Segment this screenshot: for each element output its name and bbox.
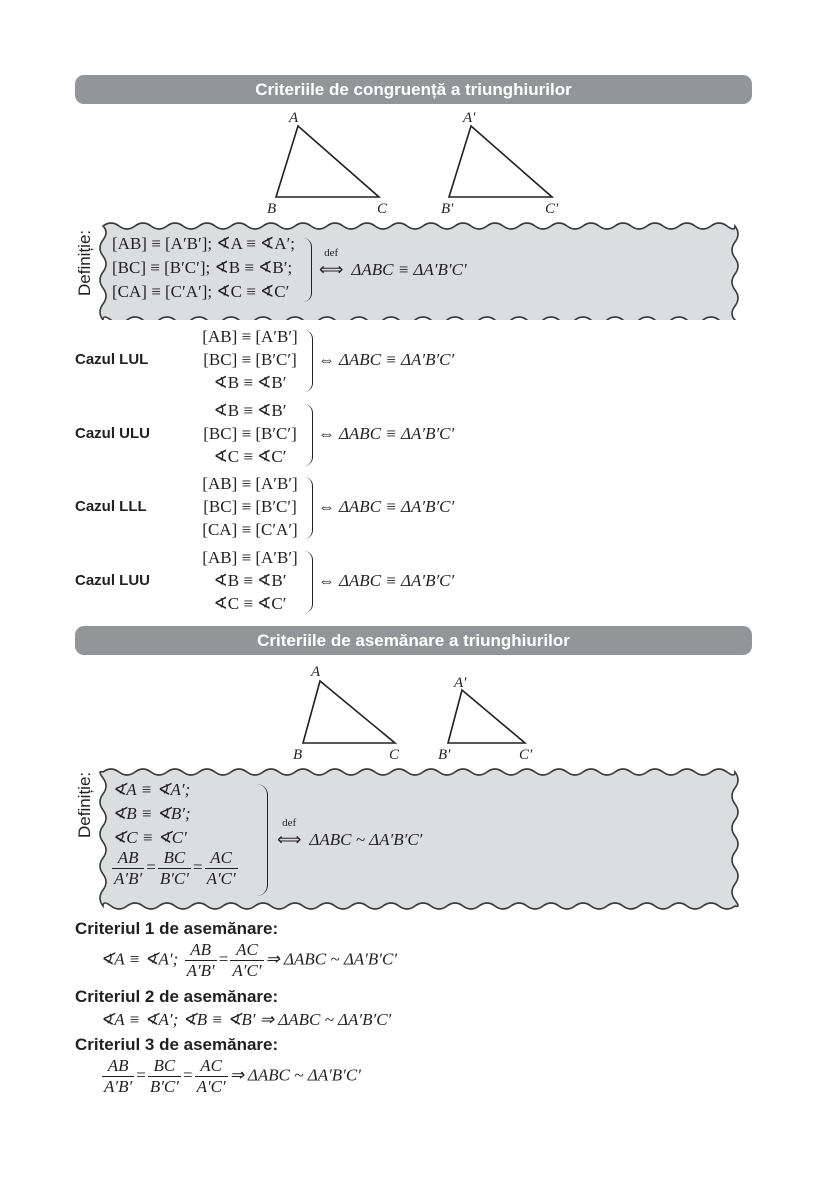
case-line: ∢C ≡ ∢C′ bbox=[213, 447, 287, 466]
criterion-3-formula: $\frac{AB}{A'B'}$ = $\frac{BC}{B'C'}$ = $\frac{AC}{A'C'}$ ⇒ ΔABC ~ ΔA′B′C′ bbox=[104, 1056, 361, 1096]
def-result: ΔABC ~ ΔA′B′C′ bbox=[309, 830, 423, 849]
fraction: $\frac{AB}{A'B'}$ bbox=[104, 1056, 133, 1096]
case-label: Cazul LUL bbox=[75, 351, 149, 368]
case-line: [AB] ≡ [A′B′] bbox=[202, 327, 298, 346]
definition-box-similarity bbox=[95, 764, 755, 914]
vertex-c: C bbox=[389, 747, 400, 763]
vertex-b-prime: B′ bbox=[438, 747, 451, 763]
vertex-a-prime: A′ bbox=[463, 110, 476, 126]
case-line: ∢B ≡ ∢B′ bbox=[213, 373, 287, 392]
def-line-1: ∢A ≡ ∢A′; bbox=[112, 780, 191, 799]
case-label: Cazul LLL bbox=[75, 498, 147, 515]
section-title-similarity: Criteriile de asemănare a triunghiurilor bbox=[75, 626, 752, 655]
wavy-border bbox=[95, 764, 755, 914]
def-implication bbox=[319, 247, 467, 280]
def-line-3: ∢C ≡ ∢C′ bbox=[112, 828, 187, 847]
criterion-3-label: Criteriul 3 de asemănare: bbox=[75, 1035, 279, 1054]
vertex-b: B bbox=[293, 747, 303, 763]
def-arrow: def ⟺ bbox=[319, 247, 344, 279]
def-implication bbox=[277, 817, 423, 850]
fraction: $\frac{AC}{A'C'}$ bbox=[196, 1056, 226, 1096]
case-result: ⇔ ΔABC ≡ ΔA′B′C′ bbox=[318, 350, 455, 369]
case-line: [AB] ≡ [A′B′] bbox=[202, 474, 298, 493]
vertex-a: A bbox=[311, 664, 321, 680]
case-label: Cazul ULU bbox=[75, 425, 150, 442]
case-line: [BC] ≡ [B′C′] bbox=[203, 497, 297, 516]
case-line: [AB] ≡ [A′B′] bbox=[202, 548, 298, 567]
definition-label: Definiție: bbox=[75, 229, 94, 296]
def-line-1: [AB] ≡ [A′B′]; ∢A ≡ ∢A′; bbox=[112, 234, 296, 253]
vertex-c: C bbox=[377, 201, 388, 215]
similar-triangles-figure bbox=[285, 660, 555, 765]
right-brace bbox=[304, 551, 313, 613]
case-label: Cazul LUU bbox=[75, 572, 150, 589]
case-line: ∢C ≡ ∢C′ bbox=[213, 594, 287, 613]
vertex-b: B bbox=[267, 201, 277, 215]
vertex-c-prime: C′ bbox=[545, 201, 559, 215]
fraction: $\frac{AB}{A'B'}$ bbox=[114, 848, 143, 888]
case-line: ∢B ≡ ∢B′ bbox=[213, 401, 287, 420]
criterion-2-label: Criteriul 2 de asemănare: bbox=[75, 987, 279, 1006]
criterion-1-label: Criteriul 1 de asemănare: bbox=[75, 919, 279, 938]
fraction: $\frac{AC}{A'C'}$ bbox=[206, 848, 236, 888]
congruent-triangles-figure bbox=[255, 105, 575, 215]
vertex-a: A bbox=[289, 110, 299, 126]
criterion-1-formula: ∢A ≡ ∢A′; $\frac{AB}{A'B'}$ = $\frac{AC}{A'C'}$ ⇒ ΔABC ~ ΔA′B′C′ bbox=[100, 940, 398, 980]
fraction: $\frac{BC}{B'C'}$ bbox=[149, 1056, 179, 1096]
def-result: ΔABC ≡ ΔA′B′C′ bbox=[351, 260, 467, 279]
vertex-a-prime: A′ bbox=[454, 675, 467, 691]
def-line-2: ∢B ≡ ∢B′; bbox=[112, 804, 191, 823]
vertex-c-prime: C′ bbox=[519, 747, 533, 763]
case-result: ⇔ ΔABC ≡ ΔA′B′C′ bbox=[318, 571, 455, 590]
case-line: ∢B ≡ ∢B′ bbox=[213, 571, 287, 590]
def-arrow: def ⟺ bbox=[277, 817, 302, 849]
vertex-b-prime: B′ bbox=[441, 201, 454, 215]
right-brace bbox=[304, 477, 313, 539]
definition-label: Definiție: bbox=[75, 771, 94, 838]
right-brace bbox=[304, 404, 313, 466]
fraction: $\frac{AC}{A'C'}$ bbox=[232, 940, 262, 980]
fraction: $\frac{BC}{B'C'}$ bbox=[159, 848, 189, 888]
def-line-2: [BC] ≡ [B′C′]; ∢B ≡ ∢B′; bbox=[112, 258, 293, 277]
case-line: [CA] ≡ [C′A′] bbox=[202, 520, 298, 539]
section-title-congruence: Criteriile de congruență a triunghiurilor bbox=[75, 75, 752, 104]
def-ratio-line: $\frac{AB}{A'B'}$ = $\frac{BC}{B'C'}$ = $\frac{AC}{A'C'}$ bbox=[114, 848, 236, 888]
case-line: [BC] ≡ [B′C′] bbox=[203, 424, 297, 443]
fraction: $\frac{AB}{A'B'}$ bbox=[186, 940, 215, 980]
right-brace bbox=[304, 330, 313, 392]
right-brace bbox=[303, 238, 312, 302]
case-result: ⇔ ΔABC ≡ ΔA′B′C′ bbox=[318, 424, 455, 443]
criterion-2-formula: ∢A ≡ ∢A′; ∢B ≡ ∢B′ ⇒ ΔABC ~ ΔA′B′C′ bbox=[100, 1010, 392, 1029]
def-line-3: [CA] ≡ [C′A′]; ∢C ≡ ∢C′ bbox=[112, 282, 290, 301]
case-line: [BC] ≡ [B′C′] bbox=[203, 350, 297, 369]
right-brace bbox=[257, 784, 268, 896]
definition-box-congruence bbox=[95, 218, 755, 320]
case-result: ⇔ ΔABC ≡ ΔA′B′C′ bbox=[318, 497, 455, 516]
